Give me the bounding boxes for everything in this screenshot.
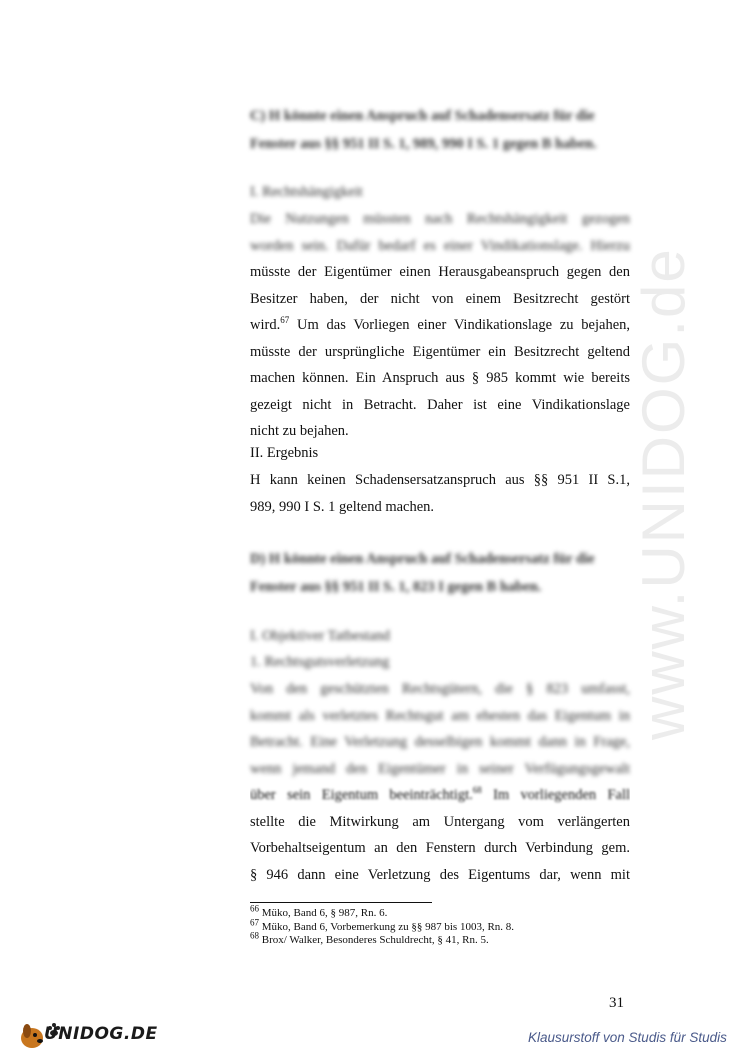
paragraph-line — [250, 782, 630, 809]
paragraph-line: Von den geschützten Rechtsgütern, die § 823 umfasst, — [250, 681, 630, 697]
paragraph-line: nicht zu bejahen. — [250, 423, 349, 439]
paragraph-line: machen können. Ein Anspruch aus § 985 kommt wie bereits — [250, 370, 630, 386]
page-number: 31 — [609, 995, 624, 1011]
footnote-67: $^{67}$ Müko, Band 6, Vorbemerkung zu §§ 987 bis 1003, Rn. 8. — [250, 916, 515, 933]
word-wird: wird. — [250, 317, 281, 333]
result-line: H kann keinen Schadensersatzanspruch aus §§ 951 II S.1, — [250, 472, 630, 488]
section-c-heading-line-2: Fenster aus §§ 951 II S. 1, 989, 990 I S. 1 gegen B haben. — [250, 136, 597, 152]
footnote-68: $^{68}$ Brox/ Walker, Besonderes Schuldrecht, § 41, Rn. 5. — [250, 930, 489, 946]
section-c-subheading-1: I. Rechtshängigkeit — [250, 184, 363, 200]
paragraph-line: kommt als verletztes Rechtsgut am ehesten das Eigentum in — [250, 707, 630, 724]
paragraph-line: müsste der Eigentümer einen Herausgabeanspruch gegen den — [250, 264, 630, 280]
section-c-result — [250, 467, 630, 520]
section-d-paragraph — [250, 676, 630, 888]
section-d-heading-line-1: D) H könnte einen Anspruch auf Schadensersatz für die — [250, 551, 595, 567]
paragraph-line: wenn jemand den Eigentümer in seiner Verfügungsgewalt — [250, 760, 630, 777]
section-d-subheading-2: 1. Rechtsgutsverletzung — [250, 654, 390, 670]
watermark: www.UNIDOG.de — [630, 247, 697, 740]
paragraph-line: stellte die Mitwirkung am Untergang vom verlängerten — [250, 813, 630, 830]
paragraph-line: müsste der ursprüngliche Eigentümer ein Besitzrecht geltend — [250, 343, 630, 360]
paragraph-line: § 946 dann eine Verletzung des Eigentums dar, wenn mit — [250, 866, 630, 883]
paragraph-line: worden sein. Dafür bedarf es einer Vindikationslage. Hierzu — [250, 237, 630, 254]
footnote-66: $^{66}$ Müko, Band 6, § 987, Rn. 6. — [250, 903, 388, 919]
footnotes — [250, 903, 630, 948]
paragraph-line-text: Im vorliegenden Fall — [493, 787, 630, 803]
paragraph-line — [250, 312, 630, 339]
paragraph-line: gezeigt nicht in Betracht. Daher ist eine Vindikationslage — [250, 396, 630, 413]
result-line: 989, 990 I S. 1 geltend machen. — [250, 498, 435, 515]
footnote-divider — [250, 902, 432, 903]
paragraph-line-text: Um das Vorliegen einer Vindikationslage zu bejahen, — [297, 317, 630, 333]
footnote-ref-67[interactable]: 67 — [280, 315, 290, 326]
paragraph-line-text: über sein Eigentum beeinträchtigt. — [250, 787, 473, 803]
footer-tagline: Klausurstoff von Studis für Studis — [528, 1030, 727, 1045]
paragraph-line: Die Nutzungen müssten nach Rechtshängigkeit gezogen — [250, 211, 630, 227]
paragraph-line: Betracht. Eine Verletzung desselbigen kommt dann in Frage, — [250, 734, 630, 750]
section-d-heading-line-2: Fenster aus §§ 951 II S. 1, 823 I gegen B haben. — [250, 579, 542, 595]
section-d-subheading-1: I. Objektiver Tatbestand — [250, 628, 391, 644]
section-c-heading — [250, 102, 630, 158]
section-c-heading-line-1: C) H könnte einen Anspruch auf Schadensersatz für die — [250, 108, 595, 124]
logo-text[interactable]: UNIDOG.DE — [44, 1024, 158, 1044]
paragraph-line: Vorbehaltseigentum an den Fenstern durch Verbindung gem. — [250, 840, 630, 856]
section-c-paragraph — [250, 206, 630, 445]
section-c-subheading-2: II. Ergebnis — [250, 445, 319, 461]
paragraph-line: Besitzer haben, der nicht von einem Besitzrecht gestört — [250, 290, 630, 307]
footnote-ref-68[interactable]: 68 — [472, 785, 482, 796]
section-d-heading — [250, 545, 630, 601]
